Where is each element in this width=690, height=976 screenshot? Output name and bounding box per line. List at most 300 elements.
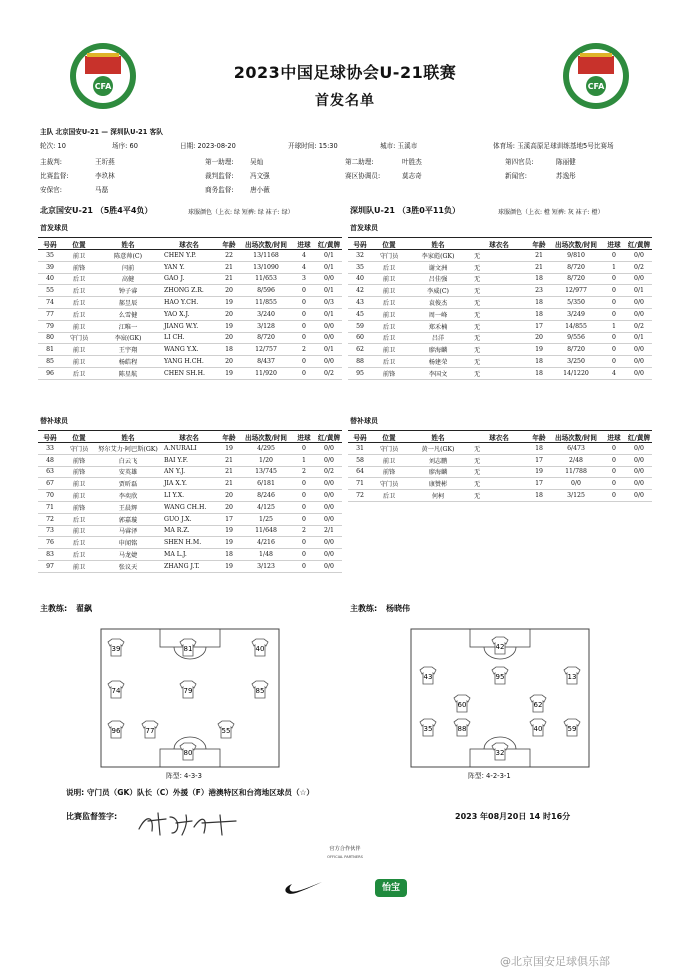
cell-age: 22	[218, 250, 240, 262]
table-row	[38, 285, 342, 297]
cell-name: 白云飞	[96, 454, 160, 466]
cell-goals: 0	[602, 332, 626, 344]
table-row	[348, 356, 652, 368]
cell-name: 钟子睿	[96, 285, 160, 297]
table-header-row	[348, 431, 652, 443]
column-header-shirt-name: 球衣名	[160, 431, 218, 443]
page-title: 2023中国足球协会U-21联赛	[233, 63, 457, 82]
cell-cards: 0/1	[316, 285, 342, 297]
cell-shirt-name: 无	[470, 478, 528, 490]
table-header-row	[38, 238, 342, 250]
cfa-logo-text: CFA	[94, 82, 112, 91]
column-header-cards: 红/黄牌	[316, 238, 342, 250]
table-row	[348, 250, 652, 262]
official-value: 唐小薇	[250, 186, 270, 194]
cell-position: 前卫	[372, 285, 406, 297]
cell-goals: 0	[602, 454, 626, 466]
cell-shirt-name: 无	[470, 466, 528, 478]
cell-number: 73	[38, 525, 62, 537]
cell-appearances: 3/125	[550, 490, 602, 502]
cell-appearances: 11/855	[240, 297, 292, 309]
official-label: 比赛监督:	[40, 172, 69, 180]
cell-age: 20	[218, 490, 240, 502]
cell-shirt-name: AN Y.J.	[160, 466, 218, 478]
cell-position: 前卫	[62, 320, 96, 332]
cell-name: 杨建荣	[406, 356, 470, 368]
cell-position: 前卫	[62, 560, 96, 572]
cell-cards: 0/0	[626, 297, 652, 309]
cell-goals: 0	[292, 560, 316, 572]
column-header-cards: 红/黄牌	[626, 431, 652, 443]
table-row	[348, 466, 652, 478]
table-row	[38, 501, 342, 513]
cell-cards: 0/2	[316, 367, 342, 379]
cell-age: 21	[218, 478, 240, 490]
official-label: 第二助理:	[345, 158, 374, 166]
table-header-row	[348, 238, 652, 250]
cell-shirt-name: SHEN H.M.	[160, 537, 218, 549]
table-row	[38, 308, 342, 320]
cell-position: 守门员	[372, 443, 406, 455]
cell-position: 后卫	[62, 273, 96, 285]
player-number: 39	[111, 645, 121, 653]
cell-position: 前卫	[62, 344, 96, 356]
table-row	[38, 297, 342, 309]
table-row	[38, 549, 342, 561]
cell-shirt-name: CHEN SH.H.	[160, 367, 218, 379]
cell-age: 19	[218, 537, 240, 549]
cell-name: 杨皓程	[96, 356, 160, 368]
cell-name: 李国文	[406, 367, 470, 379]
cell-number: 48	[38, 454, 62, 466]
official-label: 第四官员:	[505, 158, 534, 166]
cell-name: 么雪健	[96, 308, 160, 320]
official-label: 安保官:	[40, 186, 63, 194]
sign-datetime: 2023 年08月20日 14 时16分	[455, 812, 571, 821]
cell-name: 郑禾楠	[406, 320, 470, 332]
cell-number: 32	[348, 250, 372, 262]
table-row	[38, 250, 342, 262]
cell-name: 马睿泽	[96, 525, 160, 537]
cell-position: 后卫	[62, 537, 96, 549]
home-kit: 球服颜色（上衣: 绿 短裤: 绿 袜子: 绿）	[188, 209, 294, 216]
cell-cards: 0/0	[316, 332, 342, 344]
cell-appearances: 3/250	[550, 356, 602, 368]
cell-name: 康赞彬	[406, 478, 470, 490]
cell-name: 吕佳强	[406, 273, 470, 285]
cell-position: 前卫	[372, 273, 406, 285]
cell-shirt-name: 无	[470, 285, 528, 297]
coach-label: 主教练:	[40, 604, 68, 613]
cell-number: 76	[38, 537, 62, 549]
cell-age: 18	[528, 443, 550, 455]
cell-shirt-name: A.NURALI	[160, 443, 218, 455]
away-coach	[350, 603, 410, 614]
cell-cards: 0/0	[316, 549, 342, 561]
page-subtitle: 首发名单	[315, 93, 375, 109]
cell-shirt-name: WANG Y.X.	[160, 344, 218, 356]
cell-goals: 0	[292, 537, 316, 549]
cell-appearances: 8/720	[240, 332, 292, 344]
cell-number: 67	[38, 478, 62, 490]
table-row	[38, 560, 342, 572]
signature-image	[136, 809, 246, 841]
cell-age: 18	[528, 367, 550, 379]
cell-shirt-name: 无	[470, 320, 528, 332]
watermark: @北京国安足球俱乐部	[500, 955, 610, 968]
away-starters-label: 首发球员	[350, 224, 378, 232]
cell-appearances: 4/295	[240, 443, 292, 455]
cell-shirt-name: LI CH.	[160, 332, 218, 344]
cell-name: 黄一凡(GK)	[406, 443, 470, 455]
cell-age: 19	[528, 344, 550, 356]
cell-goals: 0	[602, 443, 626, 455]
cell-goals: 0	[292, 443, 316, 455]
player-number: 35	[423, 725, 433, 733]
cell-shirt-name: 无	[470, 308, 528, 320]
cell-number: 81	[38, 344, 62, 356]
cell-position: 后卫	[62, 367, 96, 379]
cell-goals: 0	[292, 356, 316, 368]
official-value: 李玖林	[95, 172, 115, 180]
table-row	[348, 273, 652, 285]
cell-number: 95	[348, 367, 372, 379]
column-header-position: 位置	[372, 238, 406, 250]
home-coach	[40, 603, 92, 614]
cell-shirt-name: 无	[470, 273, 528, 285]
player-number: 13	[567, 673, 577, 681]
official-label: 商务监督:	[205, 186, 234, 194]
table-row	[38, 320, 342, 332]
cell-position: 后卫	[372, 320, 406, 332]
column-header-age: 年龄	[528, 238, 550, 250]
cell-appearances: 8/596	[240, 285, 292, 297]
cell-shirt-name: MA R.Z.	[160, 525, 218, 537]
cell-name: 王宇翔	[96, 344, 160, 356]
partner-title: 官方合作伙伴	[329, 846, 361, 852]
table-row	[348, 261, 652, 273]
cell-goals: 0	[602, 250, 626, 262]
cell-cards: 0/0	[626, 490, 652, 502]
cell-goals: 0	[602, 297, 626, 309]
cell-appearances: 4/216	[240, 537, 292, 549]
cell-shirt-name: YAO X.J.	[160, 308, 218, 320]
table-row	[38, 490, 342, 502]
cell-position: 守门员	[372, 250, 406, 262]
official-label: 新闻官:	[505, 172, 528, 180]
column-header-position: 位置	[372, 431, 406, 443]
round: 轮次: 10	[40, 142, 66, 150]
cell-number: 39	[38, 261, 62, 273]
cell-appearances: 11/920	[240, 367, 292, 379]
cell-shirt-name: 无	[470, 490, 528, 502]
cell-number: 60	[348, 332, 372, 344]
cell-age: 17	[528, 478, 550, 490]
cell-cards: 0/3	[316, 297, 342, 309]
cell-cards: 2/1	[316, 525, 342, 537]
column-header-number: 号码	[348, 238, 372, 250]
cell-shirt-name: 无	[470, 443, 528, 455]
official-value: 叶胜杰	[402, 158, 422, 166]
table-row	[348, 320, 652, 332]
cell-age: 18	[528, 356, 550, 368]
cell-cards: 0/0	[316, 356, 342, 368]
official-value: 吴灿	[250, 158, 264, 166]
cell-age: 18	[528, 308, 550, 320]
cell-age: 17	[218, 513, 240, 525]
away-kit: 球服颜色（上衣: 橙 短裤: 灰 袜子: 橙）	[498, 209, 604, 216]
cell-name: 何柯	[406, 490, 470, 502]
cell-cards: 0/0	[316, 478, 342, 490]
cell-position: 守门员	[62, 332, 96, 344]
cell-cards: 0/0	[316, 490, 342, 502]
table-header-row	[38, 431, 342, 443]
table-row	[38, 454, 342, 466]
cell-cards: 0/1	[316, 261, 342, 273]
player-number: 88	[457, 725, 467, 733]
column-header-number: 号码	[348, 431, 372, 443]
cell-cards: 0/2	[316, 466, 342, 478]
cell-cards: 0/0	[626, 466, 652, 478]
cell-goals: 4	[602, 367, 626, 379]
table-row	[38, 525, 342, 537]
table-row	[348, 344, 652, 356]
cell-age: 18	[528, 490, 550, 502]
cell-shirt-name: GAO J.	[160, 273, 218, 285]
kickoff-time: 开球时间: 15:30	[288, 142, 338, 150]
cell-cards: 0/1	[626, 332, 652, 344]
cell-age: 18	[218, 344, 240, 356]
cell-position: 前锋	[62, 466, 96, 478]
cell-age: 23	[528, 285, 550, 297]
cell-goals: 2	[292, 466, 316, 478]
cell-goals: 3	[292, 273, 316, 285]
cell-name: 高健	[96, 273, 160, 285]
cell-position: 前卫	[372, 454, 406, 466]
cell-age: 19	[218, 320, 240, 332]
cell-age: 21	[528, 261, 550, 273]
column-header-appearances: 出场次数/时间	[240, 431, 292, 443]
cell-shirt-name: ZHANG J.T.	[160, 560, 218, 572]
home-team-name: 北京国安U-21 （5胜4平4负）	[40, 206, 153, 215]
table-row	[38, 513, 342, 525]
column-header-position: 位置	[62, 238, 96, 250]
cell-appearances: 3/123	[240, 560, 292, 572]
cell-shirt-name: 无	[470, 297, 528, 309]
away-team-name: 深圳队U-21 （3胜0平11负）	[350, 206, 460, 215]
cell-age: 18	[218, 549, 240, 561]
cell-goals: 0	[602, 308, 626, 320]
cell-appearances: 14/855	[550, 320, 602, 332]
away-formation-pitch	[410, 628, 590, 768]
player-number: 60	[457, 701, 467, 709]
away-subs-table	[348, 430, 652, 502]
cell-number: 33	[38, 443, 62, 455]
cell-number: 42	[348, 285, 372, 297]
table-row	[38, 344, 342, 356]
signature-label: 比赛监督签字:	[66, 812, 118, 821]
cell-number: 45	[348, 308, 372, 320]
cell-goals: 0	[602, 356, 626, 368]
cell-cards: 0/1	[316, 308, 342, 320]
cell-number: 80	[38, 332, 62, 344]
cell-appearances: 9/556	[550, 332, 602, 344]
cell-name: 廖海麟	[406, 344, 470, 356]
table-row	[348, 478, 652, 490]
cell-cards: 0/0	[626, 308, 652, 320]
cell-goals: 4	[292, 250, 316, 262]
nike-logo	[284, 880, 324, 898]
official-label: 第一助理:	[205, 158, 234, 166]
cell-goals: 0	[602, 273, 626, 285]
cell-cards: 0/0	[626, 344, 652, 356]
cell-position: 后卫	[372, 490, 406, 502]
cell-goals: 0	[292, 297, 316, 309]
cell-position: 后卫	[372, 261, 406, 273]
cell-appearances: 1/25	[240, 513, 292, 525]
cell-name: 陈星航	[96, 367, 160, 379]
cell-position: 前卫	[62, 525, 96, 537]
cell-appearances: 12/757	[240, 344, 292, 356]
cell-number: 72	[38, 513, 62, 525]
cell-name: 李宸(GK)	[96, 332, 160, 344]
cell-shirt-name: 无	[470, 344, 528, 356]
column-header-goals: 进球	[602, 238, 626, 250]
cell-number: 31	[348, 443, 372, 455]
cell-appearances: 6/181	[240, 478, 292, 490]
column-header-appearances: 出场次数/时间	[550, 431, 602, 443]
cell-cards: 0/0	[316, 443, 342, 455]
away-subs-label: 替补球员	[350, 417, 378, 425]
player-number: 40	[255, 645, 265, 653]
cell-age: 21	[218, 273, 240, 285]
cell-age: 19	[218, 560, 240, 572]
match-date: 日期: 2023-08-20	[180, 142, 236, 150]
cell-age: 20	[218, 332, 240, 344]
home-subs-label: 替补球员	[40, 417, 68, 425]
column-header-shirt-name: 球衣名	[470, 238, 528, 250]
cell-position: 后卫	[62, 549, 96, 561]
cell-name: 郭嘉璇	[96, 513, 160, 525]
column-header-appearances: 出场次数/时间	[550, 238, 602, 250]
cell-goals: 0	[602, 466, 626, 478]
cell-cards: 0/1	[316, 344, 342, 356]
cell-shirt-name: YAN Y.	[160, 261, 218, 273]
cell-shirt-name: 无	[470, 356, 528, 368]
player-number: 80	[183, 749, 193, 757]
cell-shirt-name: CHEN Y.P.	[160, 250, 218, 262]
cell-number: 62	[348, 344, 372, 356]
cell-name: 郝昱辰	[96, 297, 160, 309]
coach-name: 翟飙	[76, 604, 92, 613]
cell-appearances: 0/0	[550, 478, 602, 490]
cell-goals: 0	[602, 478, 626, 490]
cell-goals: 0	[602, 285, 626, 297]
cell-position: 前锋	[62, 454, 96, 466]
cell-goals: 0	[292, 320, 316, 332]
player-number: 96	[111, 727, 121, 735]
table-row	[348, 490, 652, 502]
cell-shirt-name: JIA X.Y.	[160, 478, 218, 490]
cell-appearances: 8/720	[550, 344, 602, 356]
cell-number: 64	[348, 466, 372, 478]
cell-cards: 0/0	[316, 320, 342, 332]
cell-shirt-name: MA L.J.	[160, 549, 218, 561]
cell-appearances: 11/648	[240, 525, 292, 537]
cell-position: 前卫	[62, 250, 96, 262]
cell-name: 谢文洲	[406, 261, 470, 273]
cell-position: 前锋	[372, 466, 406, 478]
home-subs-table	[38, 430, 342, 573]
cell-shirt-name: JIANG W.Y.	[160, 320, 218, 332]
player-number: 95	[495, 673, 505, 681]
away-starters-table	[348, 237, 652, 380]
cell-appearances: 13/1090	[240, 261, 292, 273]
cell-position: 前卫	[62, 356, 96, 368]
cell-position: 后卫	[372, 356, 406, 368]
home-formation-label: 阵型: 4-3-3	[166, 772, 202, 780]
cell-number: 88	[348, 356, 372, 368]
legend-note: 说明: 守门员（GK）队长（C）外援（F）港澳特区和台湾地区球员（☆）	[66, 788, 314, 797]
official-value: 冯文强	[250, 172, 270, 180]
cell-cards: 0/1	[626, 285, 652, 297]
cell-appearances: 8/720	[550, 273, 602, 285]
cell-age: 17	[528, 454, 550, 466]
cell-appearances: 11/653	[240, 273, 292, 285]
cell-goals: 1	[292, 454, 316, 466]
cell-number: 35	[38, 250, 62, 262]
cell-goals: 0	[292, 308, 316, 320]
cell-age: 20	[218, 356, 240, 368]
cell-shirt-name: 无	[470, 332, 528, 344]
cell-number: 79	[38, 320, 62, 332]
player-number: 85	[255, 687, 265, 695]
cell-goals: 0	[292, 501, 316, 513]
cell-age: 19	[218, 297, 240, 309]
cell-age: 21	[218, 454, 240, 466]
cell-cards: 0/1	[316, 250, 342, 262]
cell-name: 江唯一	[96, 320, 160, 332]
cell-goals: 0	[292, 490, 316, 502]
cell-age: 20	[218, 501, 240, 513]
cell-age: 17	[528, 320, 550, 332]
official-value: 王圻燕	[95, 158, 115, 166]
table-row	[38, 273, 342, 285]
table-row	[348, 443, 652, 455]
table-row	[348, 297, 652, 309]
table-row	[38, 332, 342, 344]
table-row	[38, 478, 342, 490]
cell-position: 后卫	[372, 297, 406, 309]
cell-number: 77	[38, 308, 62, 320]
cell-position: 后卫	[372, 332, 406, 344]
coach-label: 主教练:	[350, 604, 378, 613]
table-row	[38, 537, 342, 549]
cell-position: 后卫	[62, 513, 96, 525]
home-starters-table	[38, 237, 342, 380]
cell-age: 19	[218, 525, 240, 537]
official-label: 赛区协调员:	[345, 172, 381, 180]
column-header-appearances: 出场次数/时间	[240, 238, 292, 250]
cell-position: 后卫	[62, 285, 96, 297]
official-value: 马磊	[95, 186, 109, 194]
column-header-goals: 进球	[292, 431, 316, 443]
cell-cards: 0/0	[626, 454, 652, 466]
player-number: 59	[567, 725, 577, 733]
cell-name: 吕洋	[406, 332, 470, 344]
table-row	[348, 285, 652, 297]
cell-goals: 0	[602, 490, 626, 502]
